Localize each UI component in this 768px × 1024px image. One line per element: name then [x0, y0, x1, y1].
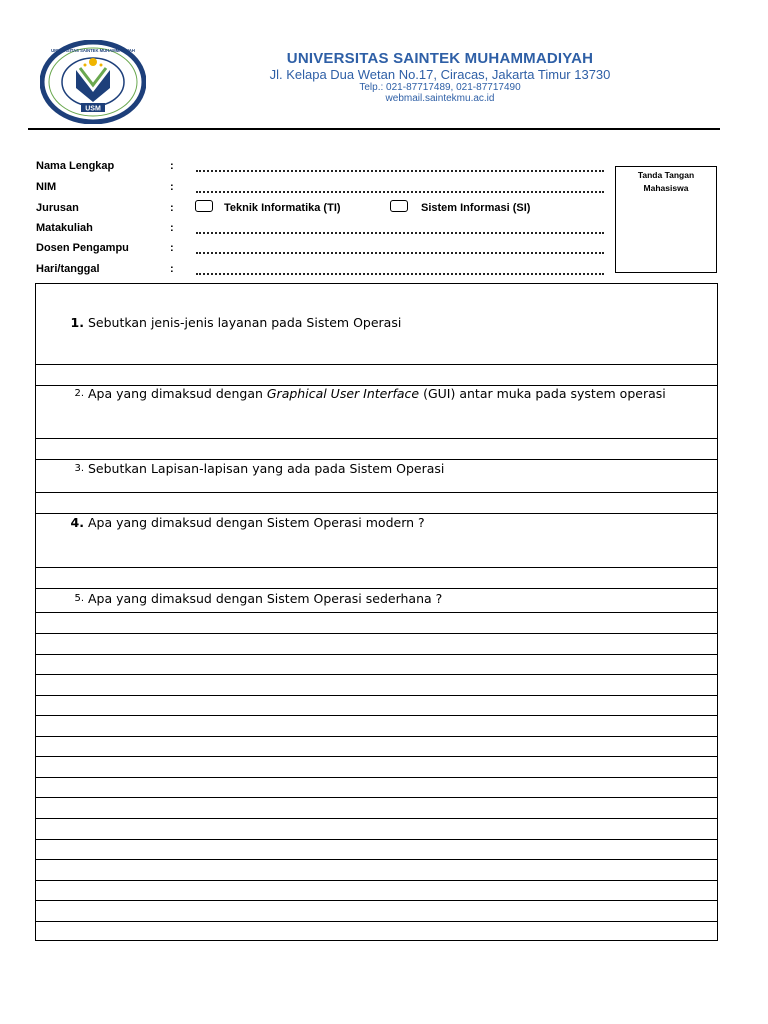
- question-number: 4.: [70, 515, 84, 530]
- university-logo: [40, 40, 146, 124]
- checkbox-ti[interactable]: [195, 200, 213, 212]
- university-phone: Telp.: 021-87717489, 021-87717490: [359, 82, 521, 93]
- answer-line: [36, 880, 717, 881]
- answer-line: [36, 921, 717, 922]
- nama-lengkap-blank[interactable]: [196, 162, 604, 172]
- university-webmail: webmail.saintekmu.ac.id: [385, 93, 495, 104]
- row-divider: [36, 438, 717, 439]
- logo-abbreviation: USM: [85, 105, 101, 113]
- field-nama-lengkap: [36, 157, 606, 175]
- university-name: UNIVERSITAS SAINTEK MUHAMMADIYAH: [286, 50, 594, 67]
- dosen-pengampu-blank[interactable]: [196, 244, 604, 254]
- answer-line: [36, 654, 717, 655]
- row-divider: [36, 567, 717, 568]
- field-colon: :: [170, 181, 174, 193]
- answer-line: [36, 900, 717, 901]
- answer-line: [36, 756, 717, 757]
- row-divider: [36, 612, 717, 613]
- field-nim: [36, 178, 606, 196]
- option-si-label: Sistem Informasi (SI): [421, 202, 531, 214]
- field-jurusan: [36, 199, 606, 217]
- question-text: Apa yang dimaksud dengan Sistem Operasi modern ?: [88, 515, 425, 530]
- question-sheet: [35, 283, 718, 941]
- field-label: Nama Lengkap: [36, 160, 115, 172]
- field-dosen-pengampu: [36, 239, 606, 257]
- question-italic-term: Graphical User Interface: [266, 386, 420, 401]
- row-divider: [36, 364, 717, 365]
- signature-label-line1: Tanda Tangan: [637, 170, 695, 180]
- hari-tanggal-blank[interactable]: [196, 265, 604, 275]
- field-label: NIM: [36, 181, 57, 193]
- question-number: 1.: [70, 315, 84, 330]
- question-text: Sebutkan Lapisan-lapisan yang ada pada Sistem Operasi: [88, 461, 445, 476]
- answer-line: [36, 633, 717, 634]
- field-colon: :: [170, 222, 174, 234]
- letterhead: [240, 50, 640, 104]
- row-divider: [36, 492, 717, 493]
- field-colon: :: [170, 242, 174, 254]
- question-text: Apa yang dimaksud dengan Graphical User Interface (GUI) antar muka pada system operasi: [88, 386, 666, 401]
- field-label: Hari/tanggal: [36, 263, 100, 275]
- question-number: 2.: [74, 388, 84, 399]
- matakuliah-blank[interactable]: [196, 224, 604, 234]
- field-label: Dosen Pengampu: [36, 242, 129, 254]
- field-label: Matakuliah: [36, 222, 93, 234]
- nim-blank[interactable]: [196, 183, 604, 193]
- letterhead-divider: [28, 128, 720, 130]
- answer-line: [36, 818, 717, 819]
- answer-line: [36, 695, 717, 696]
- answer-line: [36, 674, 717, 675]
- field-matakuliah: [36, 219, 606, 237]
- signature-label-line2: Mahasiswa: [643, 183, 689, 193]
- answer-line: [36, 715, 717, 716]
- field-colon: :: [170, 263, 174, 275]
- answer-line: [36, 839, 717, 840]
- field-label: Jurusan: [36, 202, 79, 214]
- question-text: Apa yang dimaksud dengan Sistem Operasi sederhana ?: [88, 591, 443, 606]
- answer-line: [36, 859, 717, 860]
- answer-line: [36, 736, 717, 737]
- signature-box[interactable]: [615, 166, 717, 273]
- answer-line: [36, 797, 717, 798]
- field-colon: :: [170, 160, 174, 172]
- university-address: Jl. Kelapa Dua Wetan No.17, Ciracas, Jakarta Timur 13730: [269, 67, 611, 82]
- logo-ring-text: UNIVERSITAS SAINTEK MUHAMMADIYAH: [51, 48, 135, 53]
- answer-line: [36, 777, 717, 778]
- field-colon: :: [170, 202, 174, 214]
- field-hari-tanggal: [36, 260, 606, 278]
- question-text: Sebutkan jenis-jenis layanan pada Sistem Operasi: [88, 315, 402, 330]
- checkbox-si[interactable]: [390, 200, 408, 212]
- option-ti-label: Teknik Informatika (TI): [224, 202, 341, 214]
- question-number: 3.: [74, 463, 84, 474]
- question-number: 5.: [74, 593, 84, 604]
